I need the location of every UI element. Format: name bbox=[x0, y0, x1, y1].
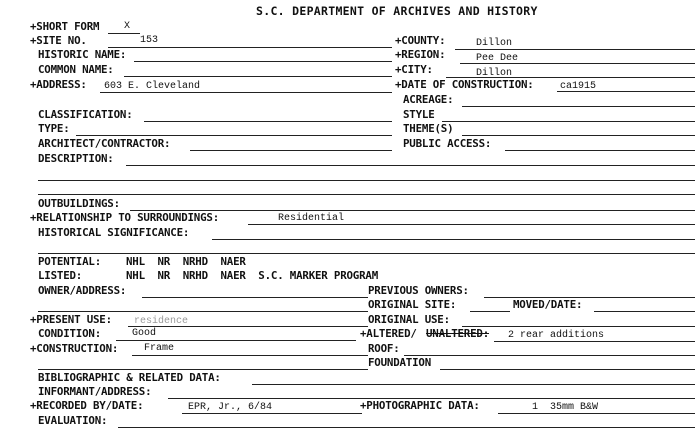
historical-significance-line-2 bbox=[38, 253, 695, 254]
evaluation-line bbox=[118, 427, 695, 428]
type-line bbox=[76, 135, 392, 136]
county-line bbox=[455, 49, 695, 50]
acreage-label: ACREAGE: bbox=[403, 93, 454, 106]
short-form-value[interactable]: X bbox=[124, 21, 131, 32]
short-form-label: +SHORT FORM bbox=[30, 20, 100, 33]
relationship-line bbox=[248, 224, 695, 225]
present-use-line bbox=[128, 326, 368, 327]
altered-value[interactable]: 2 rear additions bbox=[508, 330, 605, 341]
address-label: +ADDRESS: bbox=[30, 78, 87, 91]
foundation-line bbox=[440, 369, 695, 370]
city-label: +CITY: bbox=[395, 63, 433, 76]
outbuildings-label: OUTBUILDINGS: bbox=[38, 197, 120, 210]
site-no-value[interactable]: 153 bbox=[140, 35, 159, 46]
moved-date-label: MOVED/DATE: bbox=[513, 298, 583, 311]
owner-address-line bbox=[142, 297, 368, 298]
common-name-line bbox=[124, 76, 392, 77]
city-value[interactable]: Dillon bbox=[476, 68, 513, 79]
roof-line bbox=[404, 355, 695, 356]
relationship-value[interactable]: Residential bbox=[278, 213, 345, 224]
county-label: +COUNTY: bbox=[395, 34, 446, 47]
moved-date-line bbox=[594, 311, 695, 312]
address-value[interactable]: 603 E. Cleveland bbox=[104, 81, 201, 92]
description-line-2 bbox=[38, 180, 695, 181]
present-use-label: +PRESENT USE: bbox=[30, 313, 112, 326]
bibliographic-label: BIBLIOGRAPHIC & RELATED DATA: bbox=[38, 371, 221, 384]
historical-significance-label: HISTORICAL SIGNIFICANCE: bbox=[38, 226, 190, 239]
historical-significance-line bbox=[212, 239, 695, 240]
evaluation-label: EVALUATION: bbox=[38, 414, 108, 427]
potential-options[interactable]: NHL NR NRHD NAER bbox=[126, 255, 246, 268]
listed-options[interactable]: NHL NR NRHD NAER S.C. MARKER PROGRAM bbox=[126, 269, 379, 282]
relationship-label: +RELATIONSHIP TO SURROUNDINGS: bbox=[30, 211, 220, 224]
original-use-line bbox=[462, 326, 695, 327]
foundation-label: FOUNDATION bbox=[368, 356, 432, 369]
themes-label: THEME(S) bbox=[403, 122, 454, 135]
themes-line bbox=[462, 135, 695, 136]
style-line bbox=[442, 121, 695, 122]
original-use-label: ORIGINAL USE: bbox=[368, 313, 450, 326]
present-use-value[interactable]: residence bbox=[134, 316, 189, 327]
county-value[interactable]: Dillon bbox=[476, 38, 513, 49]
description-label: DESCRIPTION: bbox=[38, 152, 114, 165]
unaltered-label: UNALTERED: bbox=[426, 327, 490, 340]
previous-owners-label: PREVIOUS OWNERS: bbox=[368, 284, 469, 297]
roof-label: ROOF: bbox=[368, 342, 400, 355]
construction-line bbox=[132, 355, 368, 356]
region-line bbox=[460, 63, 695, 64]
form-title: S.C. DEPARTMENT OF ARCHIVES AND HISTORY bbox=[256, 4, 538, 18]
photographic-data-value[interactable]: 1 35mm B&W bbox=[532, 402, 599, 413]
short-form-line bbox=[108, 33, 140, 34]
date-of-construction-label: +DATE OF CONSTRUCTION: bbox=[395, 78, 534, 91]
type-label: TYPE: bbox=[38, 122, 70, 135]
region-label: +REGION: bbox=[395, 48, 446, 61]
site-no-label: +SITE NO. bbox=[30, 34, 87, 47]
recorded-by-label: +RECORDED BY/DATE: bbox=[30, 399, 144, 412]
date-of-construction-value[interactable]: ca1915 bbox=[560, 81, 597, 92]
informant-label: INFORMANT/ADDRESS: bbox=[38, 385, 152, 398]
public-access-line bbox=[505, 150, 695, 151]
public-access-label: PUBLIC ACCESS: bbox=[403, 137, 492, 150]
photographic-data-label: +PHOTOGRAPHIC DATA: bbox=[360, 399, 480, 412]
owner-address-label: OWNER/ADDRESS: bbox=[38, 284, 127, 297]
architect-line bbox=[190, 150, 392, 151]
classification-line bbox=[144, 121, 392, 122]
recorded-by-line bbox=[182, 413, 362, 414]
recorded-by-value[interactable]: EPR, Jr., 6/84 bbox=[188, 402, 273, 413]
description-line-3 bbox=[38, 194, 695, 195]
altered-line bbox=[494, 341, 695, 342]
construction-value[interactable]: Frame bbox=[144, 343, 175, 354]
construction-label: +CONSTRUCTION: bbox=[30, 342, 119, 355]
date-of-construction-line bbox=[557, 91, 695, 92]
original-site-line bbox=[470, 311, 510, 312]
bibliographic-line bbox=[252, 384, 695, 385]
potential-label: POTENTIAL: bbox=[38, 255, 102, 268]
condition-value[interactable]: Good bbox=[132, 328, 157, 339]
address-line bbox=[100, 92, 392, 93]
condition-line bbox=[116, 340, 356, 341]
classification-label: CLASSIFICATION: bbox=[38, 108, 133, 121]
acreage-line bbox=[462, 106, 695, 107]
listed-label: LISTED: bbox=[38, 269, 83, 282]
altered-label: +ALTERED/ bbox=[360, 327, 417, 340]
common-name-label: COMMON NAME: bbox=[38, 63, 114, 76]
architect-label: ARCHITECT/CONTRACTOR: bbox=[38, 137, 171, 150]
description-line-1 bbox=[126, 165, 695, 166]
site-no-line bbox=[108, 47, 392, 48]
historic-name-label: HISTORIC NAME: bbox=[38, 48, 127, 61]
style-label: STYLE bbox=[403, 108, 435, 121]
original-site-label: ORIGINAL SITE: bbox=[368, 298, 457, 311]
photographic-data-line bbox=[498, 413, 695, 414]
region-value[interactable]: Pee Dee bbox=[476, 53, 519, 64]
construction-line-2 bbox=[38, 369, 368, 370]
historic-name-line bbox=[134, 61, 392, 62]
condition-label: CONDITION: bbox=[38, 327, 102, 340]
owner-address-line-2 bbox=[38, 311, 368, 312]
